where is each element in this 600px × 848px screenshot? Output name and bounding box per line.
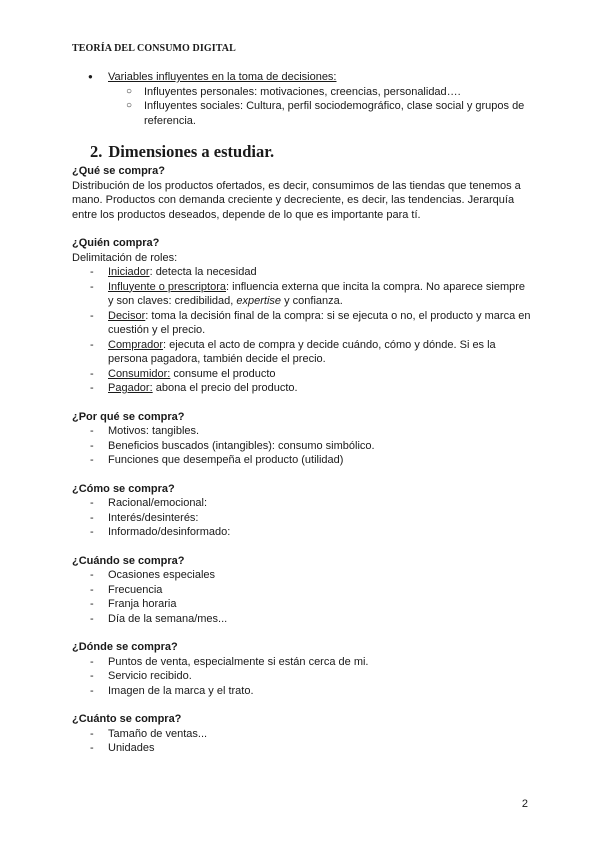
que-block (72, 164, 532, 222)
list-item: - Tamaño de ventas... (72, 727, 532, 742)
running-header: TEORÍA DEL CONSUMO DIGITAL (72, 43, 236, 54)
role-term: Influyente o prescriptora (108, 280, 227, 293)
question-heading: ¿Cuándo se compra? (72, 554, 185, 567)
list-item (72, 70, 532, 128)
list-item (72, 280, 532, 309)
list-item: - Frecuencia (72, 583, 532, 598)
list-item: - Puntos de venta, especialmente si están cerca de mi. (72, 655, 532, 670)
role-text: abona el precio del producto. (152, 382, 298, 394)
paragraph: Distribución de los productos ofertados, es decir, consumimos de las tiendas que tenemos a mano. Productos con demanda creciente y decreciente, es decir, las tendencias. Jerarquía entre los productos deseados, depende de lo que es importante para tí. (72, 179, 521, 221)
role-text: consume el producto (170, 367, 276, 380)
list-item: - Motivos: tangibles. (72, 424, 532, 439)
section-number: 2. (90, 142, 103, 161)
page-number: 2 (521, 798, 528, 810)
list-item: - Franja horaria (72, 597, 532, 612)
donde-block (72, 640, 532, 698)
question-heading: ¿Cómo se compra? (72, 482, 175, 495)
list-item: - Beneficios buscados (intangibles): consumo simbólico. (72, 439, 532, 454)
section-heading (90, 142, 532, 162)
list-item: - Servicio recibido. (72, 669, 532, 684)
dash-list (72, 568, 532, 626)
role-text: : toma la decisión final de la compra: si se ejecuta o no, el producto y marca en cuestión y el precio. (108, 309, 531, 336)
dash-list (72, 424, 532, 468)
dash-list (72, 727, 532, 756)
role-term: Iniciador (108, 266, 150, 278)
quien-block (72, 236, 532, 396)
dash-list (72, 496, 532, 540)
list-item (72, 309, 532, 338)
list-item (72, 338, 532, 367)
list-item (72, 381, 532, 396)
list-item: - Imagen de la marca y el trato. (72, 684, 532, 699)
role-term: Consumidor: (108, 367, 171, 380)
role-term: Pagador: (108, 382, 153, 394)
cuanto-block (72, 712, 532, 756)
role-italic: expertise (236, 295, 282, 307)
paragraph: Delimitación de roles: (72, 251, 178, 264)
role-text: : influencia externa que incita la compra. No aparece siempre y son claves: credibilidad, (108, 280, 526, 307)
sub-list (72, 85, 532, 129)
role-text: : ejecuta el acto de compra y decide cuándo, cómo y dónde. Si es la persona pagadora, también decide el precio. (108, 338, 496, 365)
list-item: - Unidades (72, 741, 532, 756)
top-bullet-list (72, 70, 532, 128)
section-title: Dimensiones a estudiar. (108, 142, 275, 161)
question-heading: ¿Qué se compra? (72, 165, 165, 177)
list-item: ○ Influyentes sociales: Cultura, perfil sociodemográfico, clase social y grupos de referencia. (72, 99, 532, 128)
list-item: - Funciones que desempeña el producto (utilidad) (72, 453, 532, 468)
question-heading: ¿Cuánto se compra? (72, 713, 182, 725)
question-heading: ¿Por qué se compra? (72, 410, 185, 423)
role-text: : detecta la necesidad (149, 266, 257, 278)
list-item: - Día de la semana/mes... (72, 612, 532, 627)
list-item: - Interés/desinterés: (72, 511, 532, 526)
page-content (72, 70, 532, 756)
list-item: ○ Influyentes personales: motivaciones, creencias, personalidad…. (72, 85, 532, 100)
role-term: Decisor (108, 309, 146, 322)
roles-list (72, 265, 532, 396)
porque-block (72, 410, 532, 468)
como-block (72, 482, 532, 540)
list-item: - Racional/emocional: (72, 496, 532, 511)
list-item (72, 265, 532, 280)
dash-list (72, 655, 532, 699)
bullet-label: Variables influyentes en la toma de decisiones: (108, 71, 337, 83)
question-heading: ¿Dónde se compra? (72, 641, 178, 653)
cuando-block (72, 554, 532, 627)
question-heading: ¿Quién compra? (72, 237, 160, 249)
list-item: - Informado/desinformado: (72, 525, 532, 540)
role-text: y confianza. (281, 295, 343, 307)
role-term: Comprador (108, 338, 164, 351)
list-item: - Ocasiones especiales (72, 568, 532, 583)
list-item (72, 367, 532, 382)
